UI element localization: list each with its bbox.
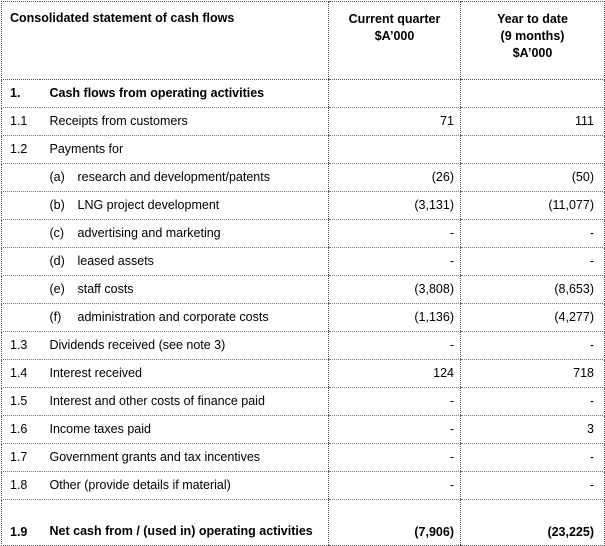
line-number <box>2 164 40 192</box>
year-to-date-value: - <box>461 388 605 416</box>
current-quarter-value <box>329 136 461 164</box>
line-number <box>2 248 40 276</box>
line-description <box>40 276 329 304</box>
table-row <box>2 80 605 108</box>
line-number: 1.3 <box>2 332 40 360</box>
year-to-date-value <box>461 80 605 108</box>
description-text: administration and corporate costs <box>77 310 269 324</box>
line-description <box>40 136 329 164</box>
line-description <box>40 80 329 108</box>
line-description <box>40 388 329 416</box>
line-description <box>40 472 329 500</box>
description-text: Payments for <box>49 142 124 156</box>
current-quarter-value: - <box>329 416 461 444</box>
table-row <box>2 136 605 164</box>
year-to-date-value <box>461 136 605 164</box>
year-to-date-unit: $A’000 <box>512 46 553 60</box>
current-quarter-header <box>329 2 461 80</box>
sub-item-letter: (c) <box>49 226 65 240</box>
line-description <box>40 108 329 136</box>
line-description <box>40 360 329 388</box>
line-number: 1.7 <box>2 444 40 472</box>
table-row <box>2 164 605 192</box>
table-row <box>2 192 605 220</box>
sub-item-letter: (d) <box>49 254 65 268</box>
description-text: Cash flows from operating activities <box>49 86 265 100</box>
current-quarter-label: Current quarter <box>348 12 441 26</box>
line-number <box>2 220 40 248</box>
description-text: Other (provide details if material) <box>49 478 231 492</box>
line-description <box>40 304 329 332</box>
description-text: Government grants and tax incentives <box>49 450 261 464</box>
description-text: research and development/patents <box>77 170 270 184</box>
year-to-date-value: 718 <box>461 360 605 388</box>
line-description <box>40 220 329 248</box>
current-quarter-value: - <box>329 388 461 416</box>
line-description <box>40 248 329 276</box>
line-description <box>40 500 329 546</box>
line-number: 1.4 <box>2 360 40 388</box>
line-number <box>2 192 40 220</box>
sub-item-letter: (e) <box>49 282 65 296</box>
year-to-date-value: (50) <box>461 164 605 192</box>
line-number: 1.2 <box>2 136 40 164</box>
table-row <box>2 304 605 332</box>
table-row <box>2 276 605 304</box>
year-to-date-value: - <box>461 472 605 500</box>
table-row <box>2 248 605 276</box>
year-to-date-label: Year to date <box>497 12 568 26</box>
description-text: Interest and other costs of finance paid <box>49 394 265 408</box>
line-number: 1.6 <box>2 416 40 444</box>
line-description <box>40 444 329 472</box>
year-to-date-value: - <box>461 444 605 472</box>
line-number <box>2 304 40 332</box>
line-number: 1.5 <box>2 388 40 416</box>
sub-item-letter: (f) <box>49 310 62 324</box>
current-quarter-value: (3,131) <box>329 192 461 220</box>
description-text: Receipts from customers <box>49 114 188 128</box>
table-header-row <box>2 2 605 80</box>
current-quarter-value: - <box>329 332 461 360</box>
table-row <box>2 108 605 136</box>
year-to-date-value: - <box>461 220 605 248</box>
description-text: Dividends received (see note 3) <box>49 338 226 352</box>
table-row <box>2 444 605 472</box>
current-quarter-value: (26) <box>329 164 461 192</box>
line-number: 1. <box>2 80 40 108</box>
line-number: 1.8 <box>2 472 40 500</box>
sub-item-letter: (b) <box>49 198 65 212</box>
line-number: 1.9 <box>2 500 40 546</box>
year-to-date-value: (23,225) <box>461 500 605 546</box>
year-to-date-value: (8,653) <box>461 276 605 304</box>
current-quarter-value <box>329 80 461 108</box>
table-row <box>2 360 605 388</box>
description-text: staff costs <box>77 282 134 296</box>
line-number <box>2 276 40 304</box>
table-row <box>2 500 605 546</box>
sub-item-letter: (a) <box>49 170 65 184</box>
year-to-date-value: 111 <box>461 108 605 136</box>
table-row <box>2 332 605 360</box>
current-quarter-value: - <box>329 220 461 248</box>
line-description <box>40 332 329 360</box>
year-to-date-value: - <box>461 332 605 360</box>
description-text: leased assets <box>77 254 154 268</box>
statement-title: Consolidated statement of cash flows <box>2 2 329 80</box>
table-row <box>2 416 605 444</box>
current-quarter-value: (7,906) <box>329 500 461 546</box>
table-row <box>2 388 605 416</box>
description-text: LNG project development <box>77 198 220 212</box>
table-row <box>2 220 605 248</box>
current-quarter-value: 124 <box>329 360 461 388</box>
current-quarter-value: - <box>329 472 461 500</box>
line-description <box>40 164 329 192</box>
current-quarter-value: (1,136) <box>329 304 461 332</box>
description-text: Income taxes paid <box>49 422 151 436</box>
current-quarter-value: (3,808) <box>329 276 461 304</box>
table-row <box>2 472 605 500</box>
year-to-date-value: (4,277) <box>461 304 605 332</box>
line-description <box>40 192 329 220</box>
description-text: Interest received <box>49 366 142 380</box>
year-to-date-header <box>461 2 605 80</box>
description-text: Net cash from / (used in) operating activities <box>49 524 313 538</box>
year-to-date-value: (11,077) <box>461 192 605 220</box>
description-text: advertising and marketing <box>77 226 221 240</box>
year-to-date-value: - <box>461 248 605 276</box>
year-to-date-period: (9 months) <box>500 29 565 43</box>
current-quarter-value: 71 <box>329 108 461 136</box>
line-description <box>40 416 329 444</box>
line-number: 1.1 <box>2 108 40 136</box>
current-quarter-unit: $A’000 <box>374 29 415 43</box>
year-to-date-value: 3 <box>461 416 605 444</box>
current-quarter-value: - <box>329 444 461 472</box>
current-quarter-value: - <box>329 248 461 276</box>
cash-flow-table <box>1 1 605 546</box>
